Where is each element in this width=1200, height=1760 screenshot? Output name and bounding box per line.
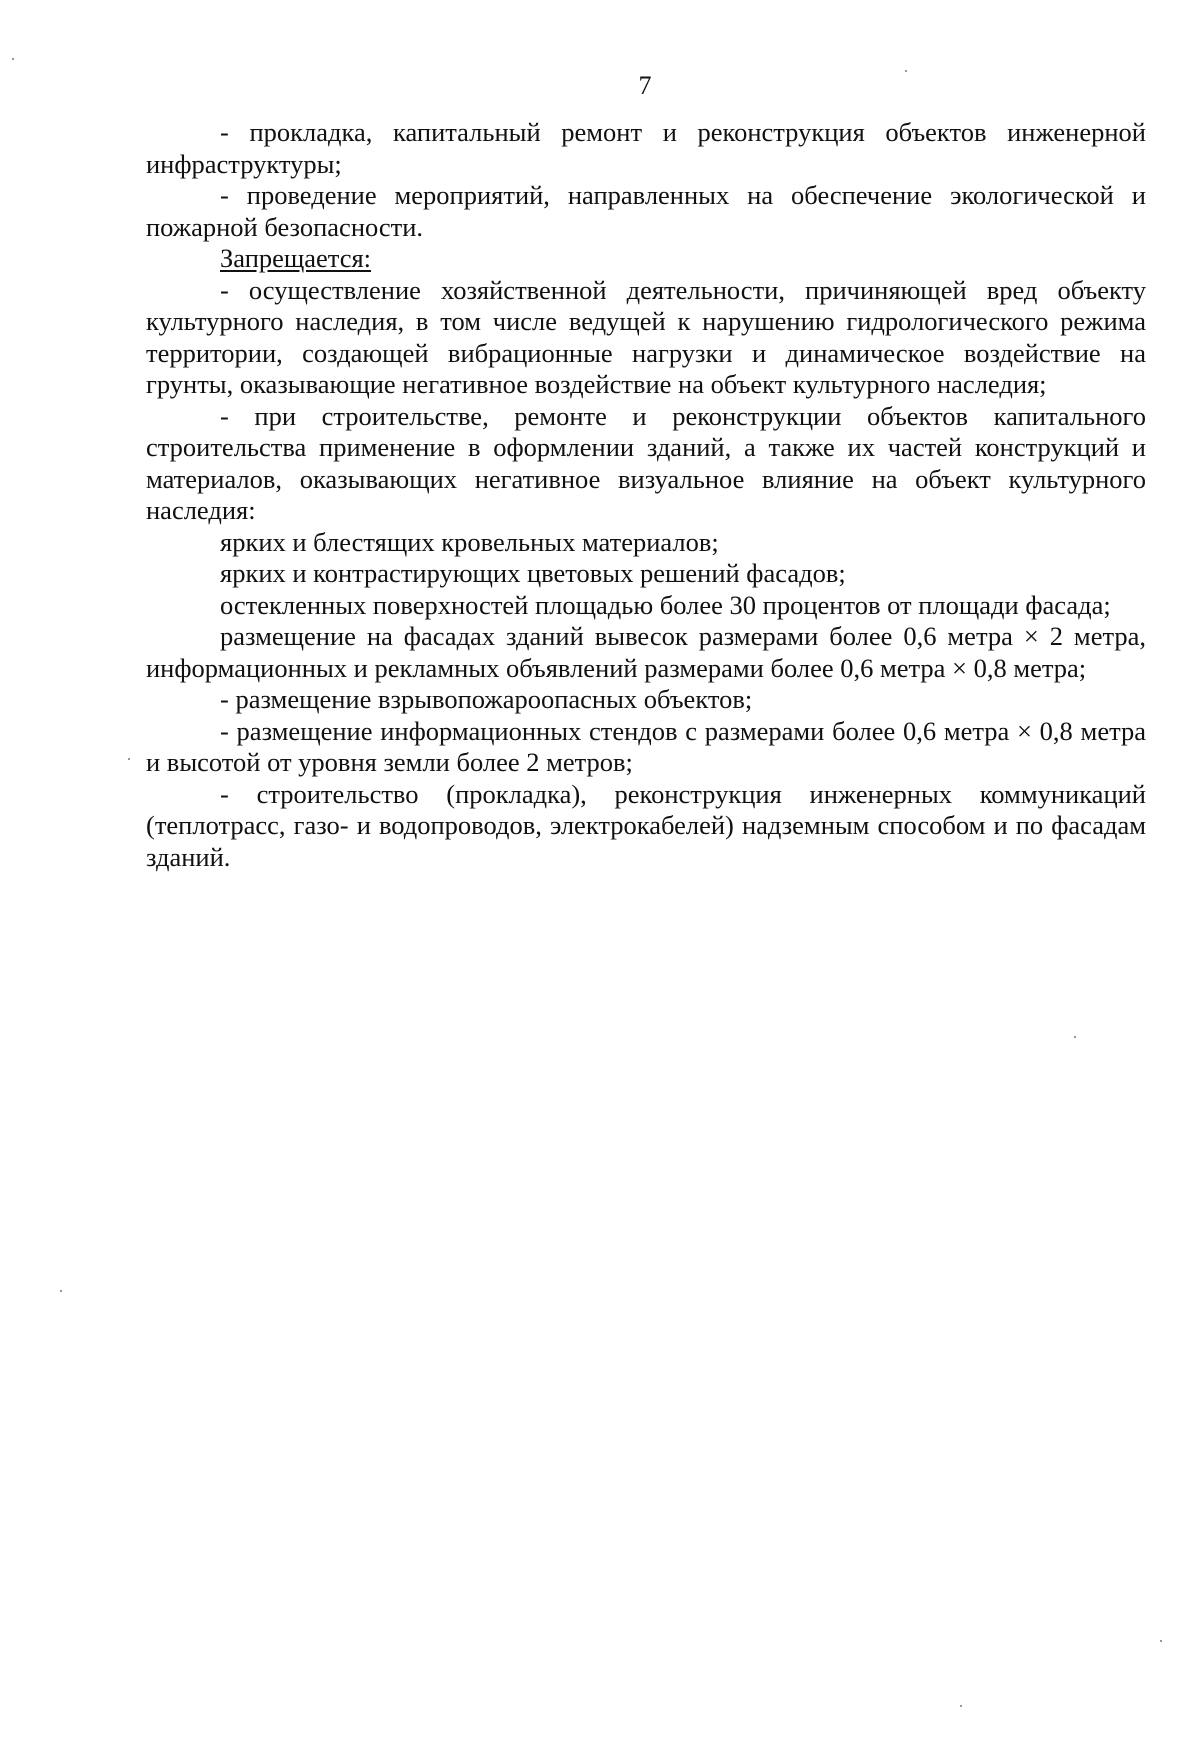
prohibited-heading (146, 243, 1146, 275)
prohibited-heading-text: Запрещается: (220, 243, 372, 273)
scan-speck (1160, 1640, 1162, 1642)
scan-speck (905, 70, 907, 72)
scan-speck (960, 1705, 962, 1707)
scan-speck (60, 1290, 62, 1292)
allowed-item: - прокладка, капитальный ремонт и реконструкция объектов инженерной инфраструктуры; (146, 117, 1146, 179)
prohibited-item: - при строительстве, ремонте и реконструкции объектов капитального строительства применение в оформлении зданий, а также их частей конструкций и материалов, оказывающих негативное визуальное влияние на объект культурного наследия: (146, 400, 1146, 525)
materials-item: остекленных поверхностей площадью более 30 процентов от площади фасада; (220, 589, 1111, 620)
prohibited-item: - размещение взрывопожароопасных объектов; (220, 684, 753, 714)
allowed-item: - проведение мероприятий, направленных на обеспечение экологической и пожарной безопасности. (146, 180, 1146, 242)
prohibited-item: - осуществление хозяйственной деятельности, причиняющей вред объекту культурного наследия, в том числе ведущей к нарушению гидрологического режима территории, создающей вибрационные нагрузки и динамическое воздействие на грунты, оказывающие негативное воздействие на объект культурного наследия; (146, 274, 1146, 399)
page-number: 7 (638, 71, 652, 100)
materials-item: ярких и контрастирующих цветовых решений фасадов; (220, 558, 846, 588)
document-body (146, 117, 1146, 873)
prohibited-item: - размещение информационных стендов с размерами более 0,6 метра × 0,8 метра и высотой от уровня земли более 2 метров; (146, 715, 1146, 777)
scan-speck (128, 758, 130, 760)
scan-speck (12, 58, 14, 60)
materials-item: ярких и блестящих кровельных материалов; (220, 526, 719, 557)
scan-speck (1074, 1036, 1076, 1038)
prohibited-item: - строительство (прокладка), реконструкция инженерных коммуникаций (теплотрасс, газо- и водопроводов, электрокабелей) надземным способом и по фасадам зданий. (146, 778, 1146, 872)
materials-item: размещение на фасадах зданий вывесок размерами более 0,6 метра × 2 метра, информационных и рекламных объявлений размерами более 0,6 метра × 0,8 метра; (146, 621, 1146, 683)
